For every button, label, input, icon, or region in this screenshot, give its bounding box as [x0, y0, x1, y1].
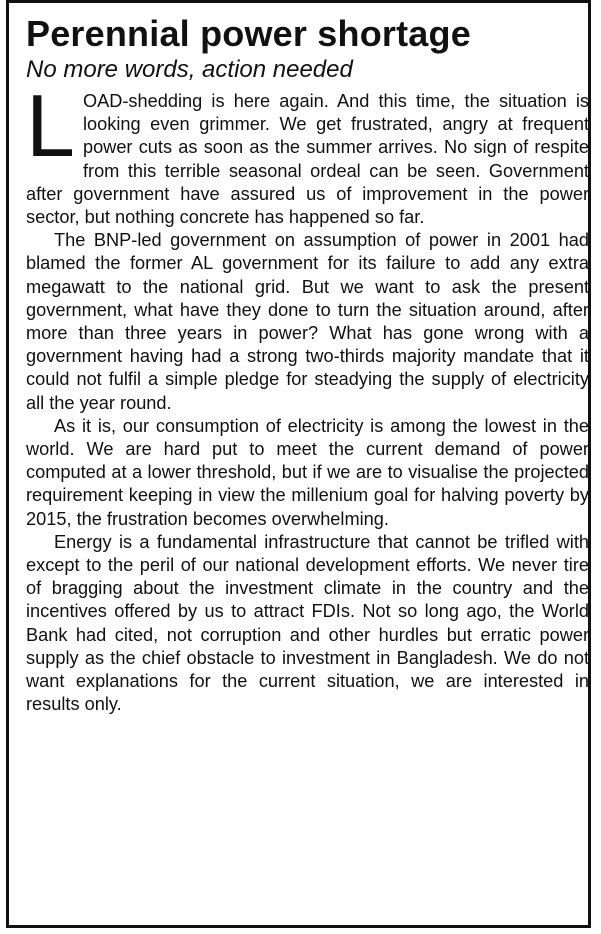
article-body: [26, 76, 589, 716]
paragraph-4: Energy is a fundamental infrastructure that cannot be trifled with except to the peril of our national development efforts. We never tire of bragging about the investment climate in the country and the incentives offered by us to attract FDIs. Not so long ago, the World Bank had cited, not corruption and other hurdles but erratic power supply as the chief obstacle to investment in Bangladesh. We do not want explanations for the current situation, we are interested in results only.: [26, 531, 589, 715]
subheadline: No more words, action needed: [26, 56, 353, 83]
headline: Perennial power shortage: [26, 13, 471, 54]
paragraph-1: [26, 76, 589, 229]
paragraph-1-text: OAD-shedding is here again. And this time, the situation is looking even grimmer. We get frustrated, angry at frequent power cuts as soon as the summer arrives. No sign of respite from this terrible seasonal ordeal can be seen. Government after government have assured us of improvement in the power sector, but nothing concrete has happened so far.: [26, 91, 589, 228]
article-frame: [6, 0, 591, 928]
drop-cap: L: [26, 76, 75, 175]
paragraph-3: As it is, our consumption of electricity is among the lowest in the world. We are hard put to meet the current demand of power computed at a lower threshold, but if we are to visualise the projected requirement keeping in view the millenium goal for halving poverty by 2015, the frustration becomes overwhelming.: [26, 415, 589, 529]
paragraph-2: The BNP-led government on assumption of power in 2001 had blamed the former AL government for its failure to add any extra megawatt to the national grid. But we want to ask the present government, what have they done to turn the situation around, after more than three years in power? What has gone wrong with a government having had a strong two-thirds majority mandate that it could not fulfil a simple pledge for steadying the supply of electricity all the year round.: [26, 230, 589, 413]
article: [26, 14, 589, 716]
top-rule: [9, 0, 588, 3]
